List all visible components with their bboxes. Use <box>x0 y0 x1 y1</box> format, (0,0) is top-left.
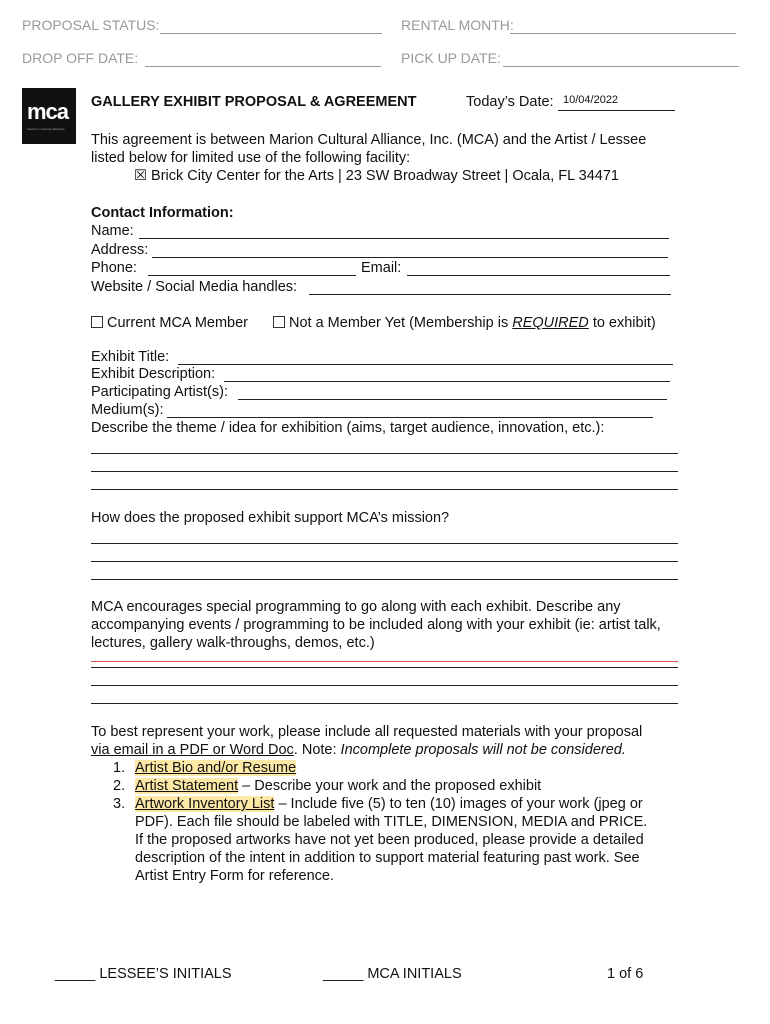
theme-label: Describe the theme / idea for exhibition (aims, target audience, innovation, etc.): <box>91 420 605 436</box>
website-field[interactable] <box>309 294 671 295</box>
materials-intro: To best represent your work, please include all requested materials with your proposal <box>91 724 643 740</box>
email-label: Email: <box>361 260 402 276</box>
mission-line-3[interactable] <box>91 579 678 580</box>
proposal-status-field[interactable] <box>160 33 382 34</box>
checkbox-icon <box>273 316 285 328</box>
contact-heading: Contact Information: <box>91 205 234 221</box>
pick-up-date-field[interactable] <box>503 66 739 67</box>
mission-line-2[interactable] <box>91 561 678 562</box>
name-label: Name: <box>91 223 134 239</box>
todays-date-value[interactable]: 10/04/2022 <box>563 94 619 106</box>
theme-line-1[interactable] <box>91 453 678 454</box>
address-field[interactable] <box>152 257 668 258</box>
exhibit-description-field[interactable] <box>224 381 670 382</box>
exhibit-title-label: Exhibit Title: <box>91 349 170 365</box>
todays-date-label: Today’s Date: <box>466 94 554 110</box>
note-label: . Note: <box>293 742 341 758</box>
proposal-status-label: PROPOSAL STATUS: <box>22 17 160 33</box>
list-item-text: – Describe your work and the proposed exhibit <box>238 778 542 794</box>
list-item <box>113 777 541 795</box>
name-field[interactable] <box>139 238 669 239</box>
artist-bio-link[interactable]: Artist Bio and/or Resume <box>135 760 297 776</box>
email-field[interactable] <box>407 275 670 276</box>
not-member-suffix: to exhibit) <box>592 315 656 331</box>
list-number: 1. <box>113 760 126 776</box>
list-number: 3. <box>113 796 126 812</box>
medium-field[interactable] <box>167 417 653 418</box>
intro-text: This agreement is between Marion Cultural Alliance, Inc. (MCA) and the Artist / Lessee listed below for limited use of the following facility: <box>91 132 647 166</box>
exhibit-description-label: Exhibit Description: <box>91 366 216 382</box>
current-member-option[interactable] <box>91 315 248 331</box>
list-item-continuation: Artist Entry Form for reference. <box>135 868 335 884</box>
rental-month-field[interactable] <box>510 33 736 34</box>
mission-question: How does the proposed exhibit support MCA’s mission? <box>91 510 450 526</box>
programming-line-1[interactable] <box>91 661 678 662</box>
list-item-continuation: PDF). Each file should be labeled with TITLE, DIMENSION, MEDIA and PRICE. <box>135 814 648 830</box>
exhibit-title-field[interactable] <box>178 364 673 365</box>
phone-field[interactable] <box>148 275 356 276</box>
theme-line-2[interactable] <box>91 471 678 472</box>
required-text: REQUIRED <box>512 315 589 331</box>
current-member-label: Current MCA Member <box>107 315 249 331</box>
participating-artists-field[interactable] <box>238 399 667 400</box>
not-member-prefix: Not a Member Yet (Membership is <box>289 315 509 331</box>
mca-logo <box>22 88 76 144</box>
programming-line-2[interactable] <box>91 667 678 668</box>
mission-line-1[interactable] <box>91 543 678 544</box>
checkbox-icon <box>91 316 103 328</box>
drop-off-date-field[interactable] <box>145 66 381 67</box>
page-title: GALLERY EXHIBIT PROPOSAL & AGREEMENT <box>91 94 417 110</box>
programming-text: MCA encourages special programming to go along with each exhibit. Describe any accompanying events / programming to be included along with your exhibit (ie: artist talk, lectures, gallery walk-throughs, demos, etc.) <box>91 599 661 651</box>
todays-date-field <box>558 110 675 111</box>
materials-note <box>91 742 626 758</box>
facility-text: Brick City Center for the Arts | 23 SW Broadway Street | Ocala, FL 34471 <box>151 168 619 184</box>
checked-box-icon: ☒ <box>134 168 147 184</box>
address-label: Address: <box>91 242 149 258</box>
phone-label: Phone: <box>91 260 137 276</box>
rental-month-label: RENTAL MONTH: <box>401 17 514 33</box>
programming-line-3[interactable] <box>91 685 678 686</box>
page-number: 1 of 6 <box>607 966 644 982</box>
mca-initials[interactable]: _____ MCA INITIALS <box>323 966 462 982</box>
lessee-initials[interactable]: _____ LESSEE’S INITIALS <box>55 966 232 982</box>
facility-checkbox[interactable] <box>134 168 619 184</box>
list-item-continuation: description of the intent in addition to support material featuring past work. See <box>135 850 640 866</box>
theme-line-3[interactable] <box>91 489 678 490</box>
email-instruction: via email in a PDF or Word Doc <box>91 742 294 758</box>
pick-up-date-label: PICK UP DATE: <box>401 50 501 66</box>
drop-off-date-label: DROP OFF DATE: <box>22 50 139 66</box>
not-member-option[interactable] <box>273 315 656 331</box>
participating-artists-label: Participating Artist(s): <box>91 384 228 400</box>
medium-label: Medium(s): <box>91 402 164 418</box>
programming-line-4[interactable] <box>91 703 678 704</box>
list-item <box>113 795 643 813</box>
artist-statement-link[interactable]: Artist Statement <box>135 778 239 794</box>
logo-subtext: marion cultural alliance <box>27 127 65 131</box>
incomplete-warning: Incomplete proposals will not be considered. <box>340 742 626 758</box>
website-label: Website / Social Media handles: <box>91 279 298 295</box>
logo-text: mca <box>27 99 69 124</box>
list-item-continuation: If the proposed artworks have not yet been produced, please provide a detailed <box>135 832 644 848</box>
artwork-inventory-link[interactable]: Artwork Inventory List <box>135 796 275 812</box>
list-item-text: – Include five (5) to ten (10) images of your work (jpeg or <box>274 796 643 812</box>
list-item <box>113 759 296 777</box>
list-number: 2. <box>113 778 126 794</box>
